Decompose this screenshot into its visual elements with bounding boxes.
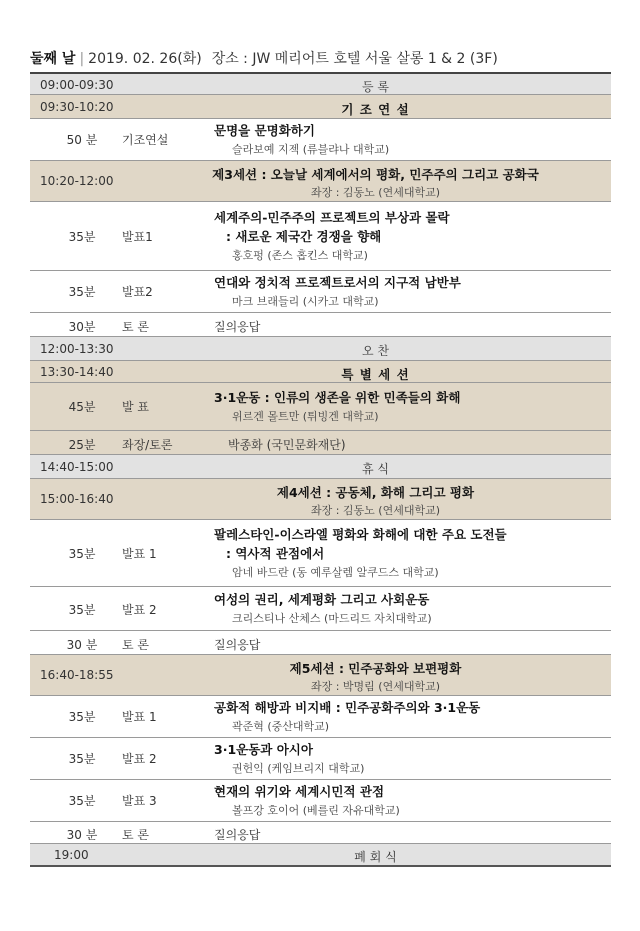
discussion-label: 질의응답 (214, 638, 261, 652)
duration-cell: 35분 (68, 794, 96, 808)
duration-cell: 35분 (68, 752, 96, 766)
discussion-label: 질의응답 (214, 828, 261, 842)
duration-cell: 35분 (68, 285, 96, 299)
session3-talk2-row (30, 271, 611, 313)
speaker-name: 위르겐 몰트만 (튀빙겐 대학교) (232, 410, 379, 423)
type-cell: 토 론 (122, 638, 149, 652)
type-cell: 발표 1 (122, 710, 157, 724)
duration-cell: 35분 (68, 710, 96, 724)
type-cell: 발표 3 (122, 794, 157, 808)
day-date: 2019. 02. 26(화) (88, 51, 202, 67)
session-title: 제5세션 : 민주공화와 보편평화 (289, 661, 462, 676)
day-header (30, 48, 498, 68)
registration-row (30, 74, 611, 95)
time-cell: 10:20-12:00 (40, 174, 114, 188)
session4-discussion-row (30, 631, 611, 655)
venue-label: 장소 : JW 메리어트 호텔 서울 살롱 1 & 2 (3F) (211, 51, 498, 67)
session-chair: 좌장 : 박명림 (연세대학교) (310, 680, 441, 693)
session5-talk3-row (30, 780, 611, 822)
duration-cell: 35분 (68, 547, 96, 561)
talk-subtitle: : 역사적 관점에서 (226, 546, 325, 561)
talk-title: 세계주의-민주주의 프로젝트의 부상과 몰락 (214, 210, 450, 225)
duration-cell: 30분 (68, 320, 96, 334)
session5-discussion-row (30, 822, 611, 844)
talk-cell (214, 525, 507, 582)
time-cell: 13:30-14:40 (40, 365, 114, 379)
duration-cell: 30 분 (66, 828, 98, 842)
type-cell: 발표 2 (122, 752, 157, 766)
time-cell: 14:40-15:00 (40, 460, 114, 474)
talk-title: 연대와 정치적 프로젝트로서의 지구적 남반부 (214, 275, 461, 290)
type-cell: 토 론 (122, 320, 149, 334)
break-row (30, 455, 611, 479)
event-label: 오 찬 (362, 344, 389, 358)
talk-title: 팔레스타인-이스라엘 평화와 화해에 대한 주요 도전들 (214, 527, 507, 542)
talk-cell (214, 698, 480, 736)
talk-title: 3·1운동과 아시아 (214, 742, 313, 757)
session3-talk1-row (30, 202, 611, 271)
speaker-name: 권헌익 (케임브리지 대학교) (232, 762, 365, 775)
schedule-table (30, 72, 611, 867)
duration-cell: 30 분 (66, 638, 98, 652)
talk-subtitle: : 새로운 제국간 경쟁을 향해 (226, 229, 382, 244)
type-cell: 발표1 (122, 230, 153, 244)
time-cell: 15:00-16:40 (40, 492, 114, 506)
keynote-row (30, 119, 611, 161)
header-divider: | (79, 51, 85, 67)
time-cell: 12:00-13:30 (40, 342, 114, 356)
session-title: 제3세션 : 오늘날 세계에서의 평화, 민주주의 그리고 공화국 (212, 167, 539, 182)
session5-header-row (30, 655, 611, 696)
discussant-name: 박종화 (국민문화재단) (228, 438, 346, 452)
talk-title: 문명을 문명화하기 (214, 123, 315, 138)
time-cell: 19:00 (54, 848, 89, 862)
closing-row (30, 844, 611, 867)
talk-title: 3·1운동 : 인류의 생존을 위한 민족들의 화해 (214, 390, 461, 405)
type-cell: 기조연설 (122, 133, 169, 147)
talk-cell (214, 388, 460, 426)
duration-cell: 45분 (68, 400, 96, 414)
talk-cell (214, 208, 450, 265)
section-title: 특 별 세 션 (341, 367, 410, 382)
talk-cell (214, 121, 389, 159)
speaker-name: 홍호펑 (존스 홉킨스 대학교) (232, 249, 368, 262)
session-chair: 좌장 : 김동노 (연세대학교) (310, 504, 441, 517)
special-discussion-row (30, 431, 611, 455)
session5-talk1-row (30, 696, 611, 738)
duration-cell: 35분 (68, 230, 96, 244)
speaker-name: 마크 브래들리 (시카고 대학교) (232, 295, 379, 308)
duration-cell: 35분 (68, 603, 96, 617)
session4-talk1-row (30, 520, 611, 587)
event-label: 휴 식 (362, 462, 389, 476)
section-title: 기 조 연 설 (341, 102, 410, 117)
special-talk-row (30, 383, 611, 431)
time-cell: 16:40-18:55 (40, 668, 114, 682)
type-cell: 발표2 (122, 285, 153, 299)
speaker-name: 곽준혁 (중산대학교) (232, 720, 330, 733)
type-cell: 토 론 (122, 828, 149, 842)
special-header-row (30, 361, 611, 383)
speaker-name: 슬라보예 지젝 (류블랴나 대학교) (232, 143, 390, 156)
talk-cell (214, 590, 432, 628)
discussion-label: 질의응답 (214, 320, 261, 334)
speaker-name: 볼프강 호이어 (베를린 자유대학교) (232, 804, 400, 817)
session5-talk2-row (30, 738, 611, 780)
duration-cell: 25분 (68, 438, 96, 452)
session4-talk2-row (30, 587, 611, 631)
type-cell: 발 표 (122, 400, 149, 414)
talk-title: 여성의 권리, 세계평화 그리고 사회운동 (214, 592, 430, 607)
session3-discussion-row (30, 313, 611, 337)
time-cell: 09:30-10:20 (40, 100, 114, 114)
duration-cell: 50 분 (66, 133, 98, 147)
type-cell: 발표 1 (122, 547, 157, 561)
session-title: 제4세션 : 공동체, 화해 그리고 평화 (276, 485, 475, 500)
speaker-name: 암네 바드란 (동 예루살렘 알쿠드스 대학교) (232, 566, 439, 579)
session3-header-row (30, 161, 611, 202)
type-cell: 발표 2 (122, 603, 157, 617)
event-label: 등 록 (362, 80, 389, 94)
time-cell: 09:00-09:30 (40, 78, 114, 92)
event-label: 폐 회 식 (354, 850, 397, 864)
talk-title: 현재의 위기와 세계시민적 관점 (214, 784, 385, 799)
talk-cell (214, 740, 364, 778)
talk-cell (214, 273, 461, 311)
talk-cell (214, 782, 400, 820)
day-label: 둘째 날 (30, 51, 76, 67)
keynote-header-row (30, 95, 611, 119)
session-chair: 좌장 : 김동노 (연세대학교) (310, 186, 441, 199)
session4-header-row (30, 479, 611, 520)
talk-title: 공화적 해방과 비지배 : 민주공화주의와 3·1운동 (214, 700, 481, 715)
type-cell: 좌장/토론 (122, 438, 173, 452)
speaker-name: 크리스티나 산체스 (마드리드 자치대학교) (232, 612, 432, 625)
lunch-row (30, 337, 611, 361)
